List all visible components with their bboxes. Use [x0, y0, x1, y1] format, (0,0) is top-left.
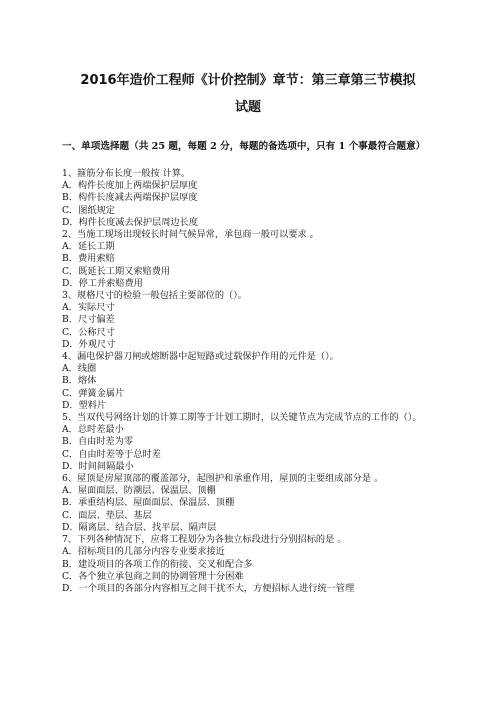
question-stem: 2、当施工现场出现较长时间气候异常，承包商一般可以要求 。	[62, 229, 319, 241]
question-option: D．隔离层、结合层、找平层、隔声层	[62, 521, 217, 533]
question-option: C．自由时差等于总时差	[62, 448, 161, 460]
question-option: D．时间间隔最小	[62, 460, 134, 472]
question-option: A．线圈	[62, 363, 97, 375]
question-stem: 5、当双代号网络计划的计算工期等于计划工期时，以关键节点为完成节点的工作的（）。	[62, 412, 422, 424]
question-option: D．塑料片	[62, 399, 107, 411]
question-option: A．总时差最小	[62, 424, 124, 436]
question-option: A．构件长度加上两端保护层厚度	[62, 180, 198, 192]
question-option: B．构件长度减去两端保护层厚度	[62, 192, 198, 204]
question-list	[62, 168, 442, 595]
question-stem: 4、漏电保护器刀闸或熔断器中起短路或过载保护作用的元件是（）。	[62, 351, 339, 363]
question-option: C．既延长工期又索赔费用	[62, 265, 171, 277]
question-option: D．构件长度减去保护层周边长度	[62, 216, 198, 228]
question-option: D．一个项目的各部分内容相互之间干扰不大，方便招标人进行统一管理	[62, 582, 355, 594]
question-option: A．实际尺寸	[62, 302, 115, 314]
question-option: B．自由时差为零	[62, 436, 134, 448]
question-option: B．尺寸偏差	[62, 314, 115, 326]
question-option: B．熔体	[62, 375, 97, 387]
question-option: C．弹簧金属片	[62, 387, 125, 399]
question-option: C．各个独立承包商之间的协调管理十分困难	[62, 570, 244, 582]
question-option: A．屋面面层、防潮层、保温层、顶棚	[62, 485, 216, 497]
question-stem: 3、规格尺寸的检验一般包括主要部位的（）。	[62, 290, 247, 302]
question-option: D．外观尺寸	[62, 338, 116, 350]
question-option: C．图纸规定	[62, 204, 115, 216]
question-option: A．招标项目的几部分内容专业要求接近	[62, 546, 225, 558]
question-stem: 1、箍筋分布长度一般按 计算。	[62, 168, 191, 179]
document-title-line-1: 2016年造价工程师《计价控制》章节：第三章第三节模拟	[80, 73, 416, 88]
section-heading: 一、单项选择题（共 25 题，每题 2 分，每题的备选项中，只有 1 个事最符合题意）	[62, 141, 426, 152]
question-option: B．建设项目的各项工作的衔接、交叉和配合多	[62, 558, 253, 570]
question-option: C．公称尺寸	[62, 326, 115, 338]
question-option: B．承重结构层、屋面面层、保温层、顶棚	[62, 497, 235, 509]
question-option: B．费用索赔	[62, 253, 115, 265]
question-option: C．面层、垫层、基层	[62, 509, 152, 521]
document-title-line-2: 试题	[234, 100, 261, 115]
question-option: A．延长工期	[62, 241, 115, 253]
question-stem: 7、下列各种情况下，应将工程划分为各独立标段进行分别招标的是 。	[62, 534, 347, 546]
question-option: D．停工并索赔费用	[62, 277, 143, 289]
question-stem: 6、屋顶是房屋顶部的覆盖部分，起围护和承重作用，屋顶的主要组成部分是 。	[62, 473, 384, 485]
